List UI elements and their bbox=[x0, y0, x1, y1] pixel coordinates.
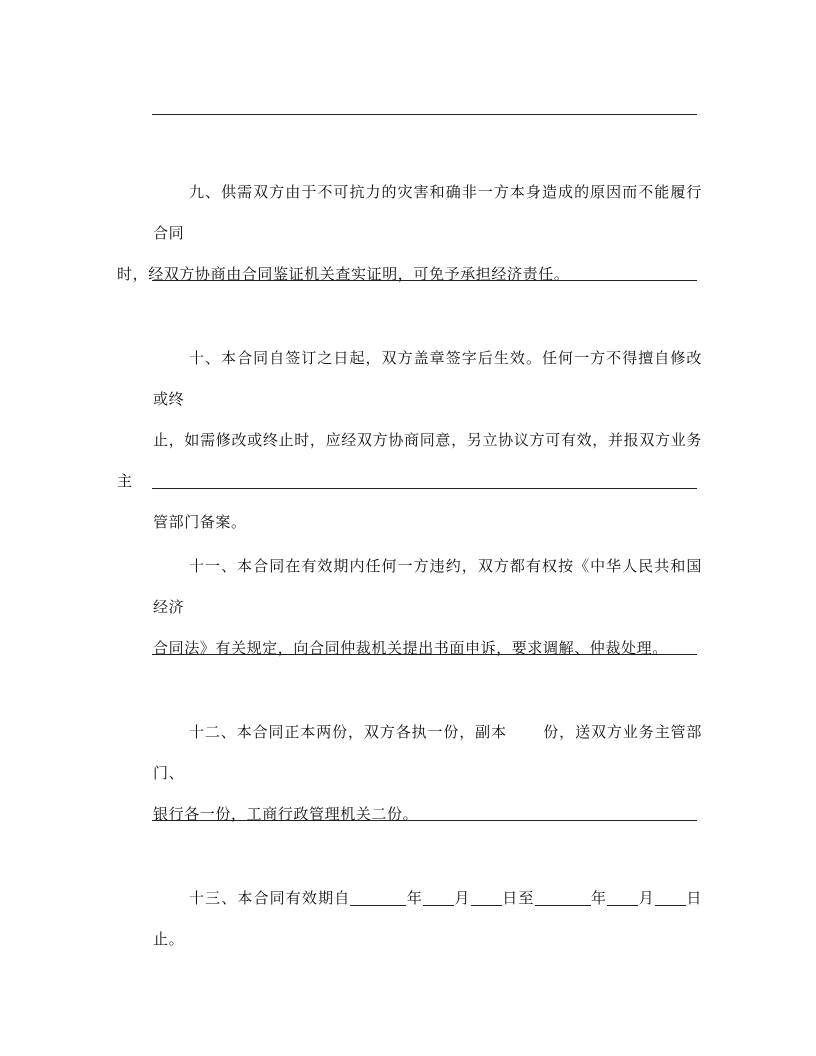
clause-twelve bbox=[117, 712, 702, 835]
clause-thirteen bbox=[117, 878, 702, 960]
clause-twelve-line-2: 银行各一份，工商行政管理机关二份。 bbox=[153, 805, 419, 823]
clause-ten-line-1: 十、本合同自签订之日起，双方盖章签字后生效。任何一方不得擅自修改或终 bbox=[153, 349, 702, 408]
clause-twelve-text-b: 份，送双方业务主管部门、 bbox=[153, 723, 702, 782]
end-month-label: 月 bbox=[638, 889, 655, 907]
end-month-blank[interactable] bbox=[607, 889, 638, 906]
start-year-label: 年 bbox=[406, 889, 424, 907]
clause-nine-line-2: 时，经双方协商由合同鉴证机关查实证明，可免予承担经济责任。 bbox=[117, 265, 570, 283]
clause-ten-line-2: 止，如需修改或终止时，应经双方协商同意，另立协议方可有效，并报双方业务主 bbox=[117, 431, 702, 490]
fill-in-line bbox=[152, 114, 697, 115]
clause-eleven-line-2: 合同法》有关规定，向合同仲裁机关提出书面申诉，要求调解、仲裁处理。 bbox=[153, 639, 668, 657]
fill-in-line bbox=[152, 280, 697, 281]
fill-in-line bbox=[152, 820, 697, 821]
fill-in-line bbox=[152, 488, 697, 489]
clause-nine bbox=[117, 172, 702, 295]
start-year-blank[interactable] bbox=[350, 889, 406, 906]
clause-ten-line-3: 管部门备案。 bbox=[153, 513, 247, 531]
start-month-label: 月 bbox=[454, 889, 471, 907]
start-month-blank[interactable] bbox=[423, 889, 454, 906]
end-year-label: 年 bbox=[590, 889, 608, 907]
start-day-label: 日至 bbox=[501, 889, 535, 907]
start-day-blank[interactable] bbox=[471, 889, 502, 906]
clause-eleven-line-1: 十一、本合同在有效期内任何一方违约，双方都有权按《中华人民共和国经济 bbox=[153, 557, 702, 616]
clause-twelve-line-1 bbox=[117, 712, 702, 794]
end-day-blank[interactable] bbox=[655, 889, 686, 906]
end-day-label: 日止。 bbox=[153, 889, 702, 948]
fill-in-line bbox=[152, 654, 697, 655]
clause-eleven bbox=[117, 546, 702, 669]
clause-thirteen-line-1 bbox=[117, 878, 702, 960]
validity-prefix: 十三、本合同有效期自 bbox=[189, 889, 351, 907]
clause-ten bbox=[117, 338, 702, 543]
clause-nine-line-1: 九、供需双方由于不可抗力的灾害和确非一方本身造成的原因而不能履行合同 bbox=[153, 183, 702, 242]
clause-twelve-text-a: 十二、本合同正本两份，双方各执一份，副本 bbox=[189, 723, 507, 741]
end-year-blank[interactable] bbox=[535, 889, 591, 906]
